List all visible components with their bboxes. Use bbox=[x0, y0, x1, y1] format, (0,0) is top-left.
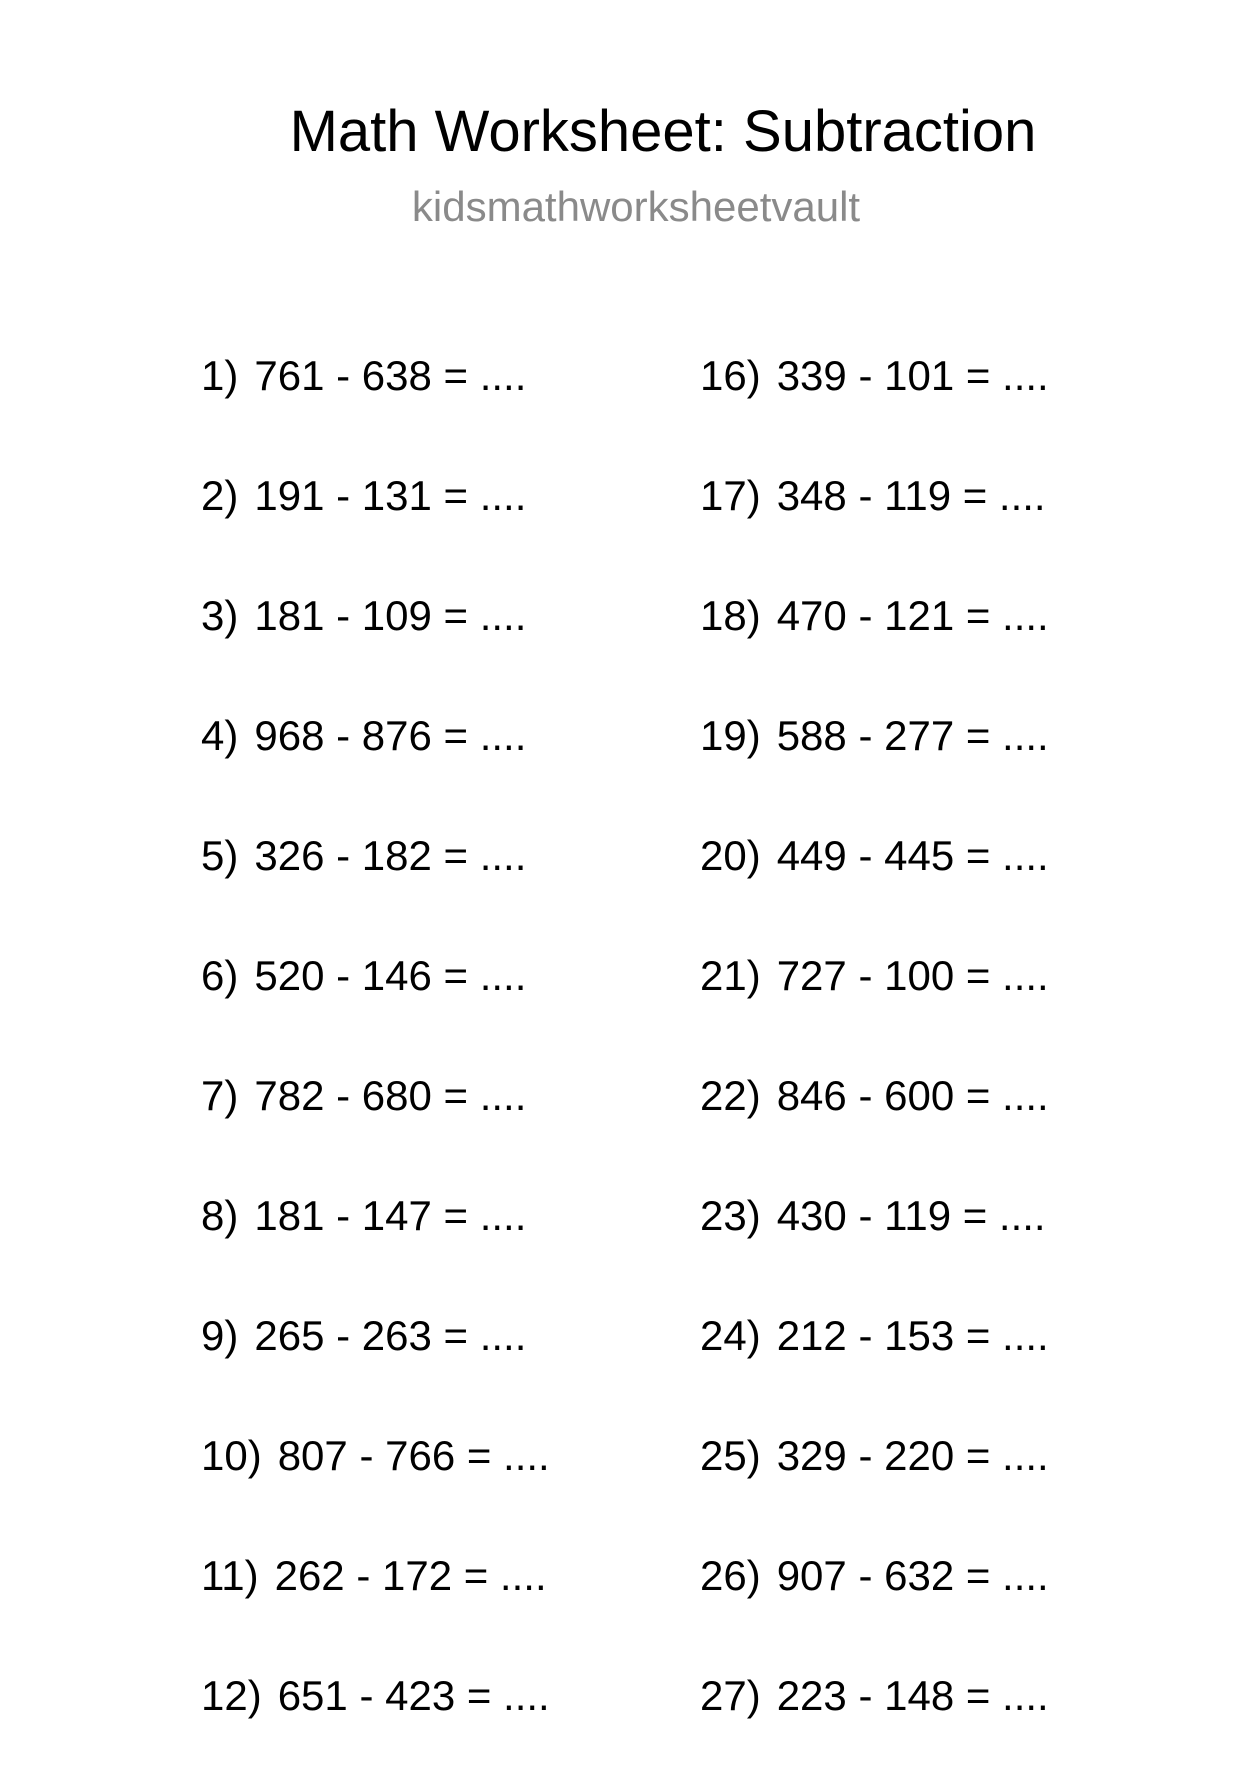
problem-expression: 807 - 766 = .... bbox=[277, 1432, 550, 1479]
problem-item bbox=[201, 1660, 550, 1780]
problem-number: 8) bbox=[201, 1192, 239, 1239]
problem-item bbox=[700, 1420, 1049, 1540]
problem-expression: 348 - 119 = .... bbox=[776, 472, 1046, 519]
problem-item bbox=[201, 1180, 550, 1300]
problem-item bbox=[201, 700, 550, 820]
problem-expression: 846 - 600 = .... bbox=[776, 1072, 1049, 1119]
problem-number: 26) bbox=[700, 1552, 761, 1599]
problem-number: 5) bbox=[201, 832, 239, 879]
problem-number: 25) bbox=[700, 1432, 761, 1479]
problem-expression: 727 - 100 = .... bbox=[776, 952, 1049, 999]
problem-column-right bbox=[700, 340, 1049, 1780]
problem-item bbox=[700, 580, 1049, 700]
problem-expression: 265 - 263 = .... bbox=[254, 1312, 527, 1359]
problem-number: 27) bbox=[700, 1672, 761, 1719]
problem-item bbox=[201, 460, 550, 580]
problem-expression: 520 - 146 = .... bbox=[254, 952, 527, 999]
problem-expression: 223 - 148 = .... bbox=[776, 1672, 1049, 1719]
problem-item bbox=[700, 940, 1049, 1060]
problem-expression: 181 - 109 = .... bbox=[254, 592, 527, 639]
problem-expression: 326 - 182 = .... bbox=[254, 832, 527, 879]
problem-item bbox=[700, 1300, 1049, 1420]
problem-number: 3) bbox=[201, 592, 239, 639]
problem-expression: 968 - 876 = .... bbox=[254, 712, 527, 759]
problem-expression: 761 - 638 = .... bbox=[254, 352, 527, 399]
problem-expression: 329 - 220 = .... bbox=[776, 1432, 1049, 1479]
problem-item bbox=[201, 580, 550, 700]
worksheet-source: kidsmathworksheetvault bbox=[411, 183, 861, 230]
problem-expression: 588 - 277 = .... bbox=[776, 712, 1049, 759]
problem-expression: 191 - 131 = .... bbox=[254, 472, 527, 519]
problem-expression: 181 - 147 = .... bbox=[254, 1192, 527, 1239]
problem-expression: 262 - 172 = .... bbox=[274, 1552, 547, 1599]
problem-item bbox=[201, 1060, 550, 1180]
problem-number: 1) bbox=[201, 352, 239, 399]
problem-number: 20) bbox=[700, 832, 761, 879]
problem-item bbox=[201, 940, 550, 1060]
worksheet-title: Math Worksheet: Subtraction bbox=[289, 99, 1037, 164]
problem-number: 4) bbox=[201, 712, 239, 759]
problem-number: 9) bbox=[201, 1312, 239, 1359]
problem-number: 12) bbox=[201, 1672, 262, 1719]
problem-number: 24) bbox=[700, 1312, 761, 1359]
problem-number: 11) bbox=[201, 1552, 259, 1599]
problem-number: 2) bbox=[201, 472, 239, 519]
problem-item bbox=[700, 1660, 1049, 1780]
problem-item bbox=[700, 340, 1049, 460]
problem-item bbox=[700, 820, 1049, 940]
problem-number: 22) bbox=[700, 1072, 761, 1119]
problem-expression: 651 - 423 = .... bbox=[277, 1672, 550, 1719]
problem-expression: 339 - 101 = .... bbox=[776, 352, 1049, 399]
problem-expression: 782 - 680 = .... bbox=[254, 1072, 527, 1119]
problem-number: 7) bbox=[201, 1072, 239, 1119]
problem-expression: 430 - 119 = .... bbox=[776, 1192, 1046, 1239]
problem-expression: 907 - 632 = .... bbox=[776, 1552, 1049, 1599]
problem-expression: 449 - 445 = .... bbox=[776, 832, 1049, 879]
problem-item bbox=[201, 820, 550, 940]
problem-number: 18) bbox=[700, 592, 761, 639]
problem-number: 21) bbox=[700, 952, 761, 999]
problem-item bbox=[201, 1540, 550, 1660]
problem-item bbox=[201, 340, 550, 460]
problem-number: 23) bbox=[700, 1192, 761, 1239]
problem-expression: 212 - 153 = .... bbox=[776, 1312, 1049, 1359]
problem-item bbox=[700, 1540, 1049, 1660]
problem-number: 10) bbox=[201, 1432, 262, 1479]
problem-number: 6) bbox=[201, 952, 239, 999]
problem-item bbox=[700, 460, 1049, 580]
problem-item bbox=[700, 700, 1049, 820]
problem-item bbox=[700, 1180, 1049, 1300]
problem-number: 17) bbox=[700, 472, 761, 519]
problem-expression: 470 - 121 = .... bbox=[776, 592, 1049, 639]
problem-item bbox=[201, 1300, 550, 1420]
problem-number: 16) bbox=[700, 352, 761, 399]
problem-item bbox=[700, 1060, 1049, 1180]
problem-column-left bbox=[201, 340, 550, 1780]
problem-number: 19) bbox=[700, 712, 761, 759]
problem-item bbox=[201, 1420, 550, 1540]
